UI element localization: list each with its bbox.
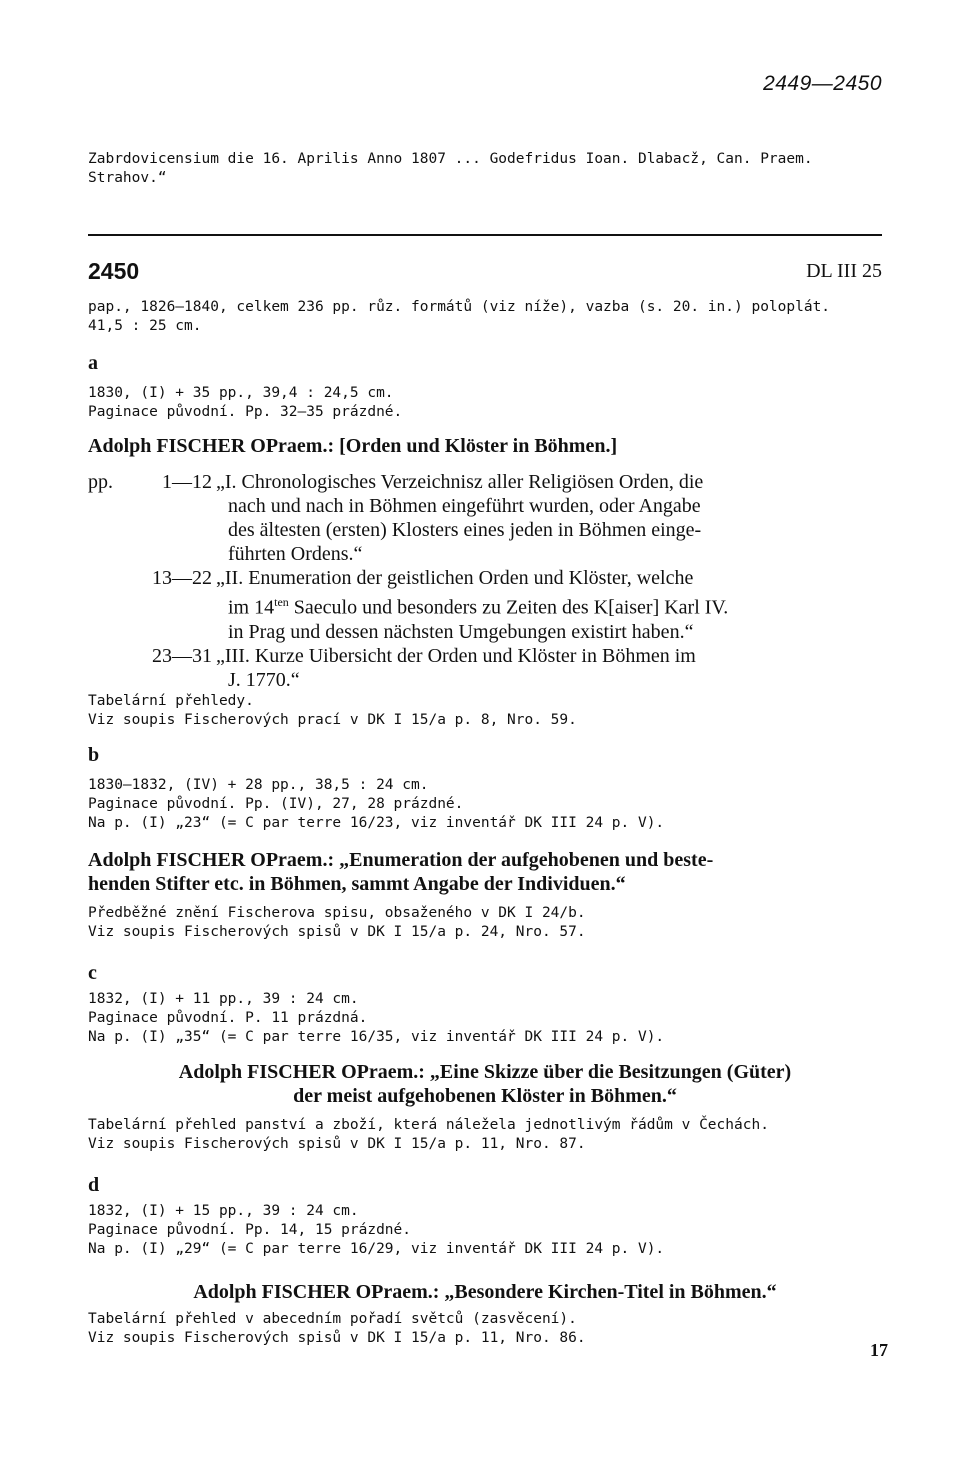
section-c-notes [88, 1116, 882, 1154]
section-b-letter: b [88, 744, 100, 766]
toc-entry-1 [88, 470, 882, 566]
toc-range: 13—22 [152, 567, 212, 589]
toc-line: „III. Kurze Uibersicht der Orden und Klöster in Böhmen im [216, 644, 696, 667]
running-head: 2449—2450 [763, 72, 882, 95]
section-a-physical [88, 384, 882, 422]
section-b-notes [88, 904, 882, 942]
intro-line-2: Strahov.“ [88, 170, 167, 186]
section-b-line-2: Paginace původní. Pp. (IV), 27, 28 prázdné. [88, 796, 464, 812]
toc-line: führten Ordens.“ [228, 543, 363, 565]
toc-line: nach und nach in Böhmen eingeführt wurden, oder Angabe [228, 495, 701, 517]
section-b-note-1: Předběžné znění Fischerova spisu, obsaženého v DK I 24/b. [88, 905, 586, 921]
entry-desc-line-2: 41,5 : 25 cm. [88, 318, 202, 334]
section-d-notes [88, 1310, 882, 1348]
section-d-line-1: 1832, (I) + 15 pp., 39 : 24 cm. [88, 1203, 359, 1219]
toc-entry-2 [88, 566, 882, 644]
page-number: 17 [870, 1340, 888, 1360]
section-a-notes [88, 692, 882, 730]
intro-line-1: Zabrdovicensium die 16. Aprilis Anno 1807 ... Godefridus Ioan. Dlabacž, Can. Praem. [88, 151, 813, 167]
section-d-title: Adolph FISCHER OPraem.: „Besondere Kirchen-Titel in Böhmen.“ [193, 1281, 777, 1303]
toc-line: Saeculo und besonders zu Zeiten des K[aiser] Karl IV. [293, 596, 729, 619]
section-a-contents [88, 470, 882, 692]
section-a-note-2: Viz soupis Fischerových prací v DK I 15/a p. 8, Nro. 59. [88, 712, 577, 728]
pp-label: pp. [88, 471, 113, 493]
section-a-line-1: 1830, (I) + 35 pp., 39,4 : 24,5 cm. [88, 385, 394, 401]
section-d-note-1: Tabelární přehled v abecedním pořadí světců (zasvěcení). [88, 1311, 577, 1327]
section-d-line-2: Paginace původní. Pp. 14, 15 prázdné. [88, 1222, 412, 1238]
section-b-line-1: 1830—1832, (IV) + 28 pp., 38,5 : 24 cm. [88, 777, 429, 793]
toc-entry-3 [88, 644, 882, 692]
toc-line: in Prag und dessen nächsten Umgebungen existirt haben.“ [228, 620, 694, 643]
section-b-physical [88, 776, 882, 833]
intro-text [88, 150, 882, 188]
section-c-letter: c [88, 962, 97, 984]
section-b-line-3: Na p. (I) „23“ (= C par terre 16/23, viz inventář DK III 24 p. V). [88, 815, 665, 831]
toc-line-with-superscript [228, 590, 882, 620]
entry-desc-line-1: pap., 1826—1840, celkem 236 pp. růz. formátů (viz níže), vazba (s. 20. in.) poloplát. [88, 299, 831, 315]
entry-number: 2450 [88, 258, 140, 284]
section-c-title [88, 1060, 882, 1108]
section-a-letter: a [88, 352, 98, 374]
toc-range: 1—12 [162, 471, 212, 493]
section-c-note-2: Viz soupis Fischerových spisů v DK I 15/a p. 11, Nro. 87. [88, 1136, 586, 1152]
section-d-note-2: Viz soupis Fischerových spisů v DK I 15/a p. 11, Nro. 86. [88, 1330, 586, 1346]
entry-description [88, 298, 882, 336]
toc-im: im 14 [228, 596, 275, 619]
section-b-title-line-1: Adolph FISCHER OPraem.: „Enumeration der aufgehobenen und beste- [88, 849, 714, 871]
entry-divider [88, 234, 882, 236]
section-a-title: Adolph FISCHER OPraem.: [Orden und Klöster in Böhmen.] [88, 435, 618, 457]
toc-superscript: ten [274, 595, 289, 609]
section-c-note-1: Tabelární přehled panství a zboží, která náležela jednotlivým řádům v Čechách. [88, 1117, 769, 1133]
section-a-line-2: Paginace původní. Pp. 32—35 prázdné. [88, 404, 403, 420]
toc-line: J. 1770.“ [228, 668, 300, 691]
section-b-note-2: Viz soupis Fischerových spisů v DK I 15/a p. 24, Nro. 57. [88, 924, 586, 940]
toc-line: „II. Enumeration der geistlichen Orden und Klöster, welche [216, 567, 694, 589]
section-c-title-line-1: Adolph FISCHER OPraem.: „Eine Skizze über die Besitzungen (Güter) [178, 1061, 792, 1083]
section-d-line-3: Na p. (I) „29“ (= C par terre 16/29, viz inventář DK III 24 p. V). [88, 1241, 665, 1257]
section-a-note-1: Tabelární přehledy. [88, 693, 254, 709]
section-b-title [88, 848, 882, 896]
section-c-physical [88, 990, 882, 1047]
shelf-signature: DL III 25 [806, 260, 882, 282]
toc-line: des ältesten (ersten) Klosters eines jeden in Böhmen einge- [228, 519, 702, 541]
section-c-line-3: Na p. (I) „35“ (= C par terre 16/35, viz inventář DK III 24 p. V). [88, 1029, 665, 1045]
toc-line: „I. Chronologisches Verzeichnisz aller Religiösen Orden, die [216, 471, 704, 493]
section-b-title-line-2: henden Stifter etc. in Böhmen, sammt Angabe der Individuen.“ [88, 873, 626, 895]
section-c-line-1: 1832, (I) + 11 pp., 39 : 24 cm. [88, 991, 359, 1007]
section-d-physical [88, 1202, 882, 1259]
section-c-title-line-2: der meist aufgehobenen Klöster in Böhmen.“ [293, 1085, 677, 1107]
toc-range: 23—31 [152, 644, 212, 667]
section-d-letter: d [88, 1174, 100, 1196]
section-c-line-2: Paginace původní. P. 11 prázdná. [88, 1010, 368, 1026]
